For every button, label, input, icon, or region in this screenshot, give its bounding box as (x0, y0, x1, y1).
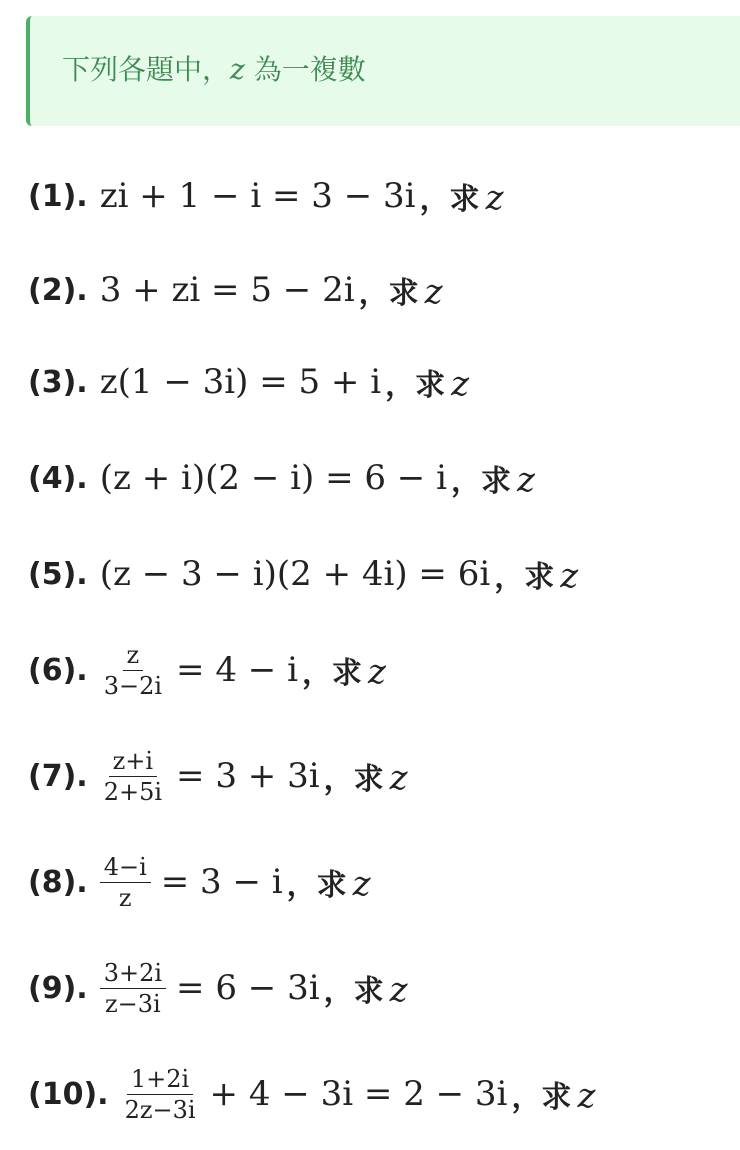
problem-3 (28, 352, 469, 412)
problem-6 (28, 640, 386, 700)
equation-text: (z + i)(2 − i) = 6 − i (99, 458, 447, 498)
ask-label: ，求 (323, 762, 384, 797)
problem-label: (10). (28, 1076, 109, 1112)
problem-label: (8). (28, 864, 88, 900)
problem-label: (6). (28, 652, 88, 688)
ask-text (451, 456, 535, 500)
equation-rest: = 6 − 3i (176, 968, 320, 1008)
problem-equation (100, 458, 447, 498)
ask-text (324, 754, 408, 798)
notice-variable: z (230, 53, 245, 86)
ask-text (302, 648, 386, 692)
fraction-numerator: z+i (109, 749, 157, 777)
ask-label: ，求 (323, 974, 384, 1009)
problem-4 (28, 448, 535, 508)
fraction-numerator: z (123, 643, 144, 671)
ask-variable: z (451, 364, 470, 404)
ask-text (385, 360, 469, 404)
equation-rest: + 4 − 3i = 2 − 3i (209, 1074, 508, 1114)
problem-equation (100, 746, 320, 806)
problem-equation (100, 554, 491, 594)
problem-equation (100, 852, 283, 912)
ask-variable: z (485, 178, 504, 218)
equation-text: z(1 − 3i) = 5 + i (99, 362, 382, 402)
ask-label: ，求 (358, 276, 419, 311)
fraction (121, 1064, 200, 1124)
problem-equation (121, 1064, 508, 1124)
notice-text-tail: 為一複數 (253, 53, 366, 86)
ask-label: ，求 (385, 368, 446, 403)
fraction-numerator: 1+2i (127, 1067, 193, 1095)
fraction-denominator: 3−2i (103, 671, 163, 700)
equation-text: (z − 3 − i)(2 + 4i) = 6i (99, 554, 491, 594)
equation-rest: = 4 − i (176, 650, 298, 690)
problem-equation (100, 176, 416, 216)
ask-text (324, 966, 408, 1010)
problem-label: (7). (28, 758, 88, 794)
notice-text (62, 48, 366, 88)
problem-label: (3). (28, 364, 88, 400)
ask-label: ，求 (419, 182, 480, 217)
ask-label: ，求 (511, 1080, 572, 1115)
problem-equation (100, 958, 320, 1018)
equation-rest: = 3 + 3i (176, 756, 320, 796)
equation-text: zi + 1 − i = 3 − 3i (99, 176, 416, 216)
ask-variable: z (389, 758, 408, 798)
fraction (100, 640, 166, 700)
fraction (100, 746, 166, 806)
ask-label: ，求 (450, 464, 511, 499)
ask-variable: z (367, 652, 386, 692)
problem-5 (28, 544, 578, 604)
ask-variable: z (577, 1076, 596, 1116)
problem-7 (28, 746, 408, 806)
ask-label: ，求 (286, 868, 347, 903)
problem-label: (2). (28, 272, 88, 308)
equation-rest: = 3 − i (160, 862, 283, 902)
problem-1 (28, 166, 503, 226)
ask-text (494, 552, 578, 596)
problem-label: (5). (28, 556, 88, 592)
ask-text (420, 174, 504, 218)
fraction (100, 852, 151, 912)
problem-8 (28, 852, 371, 912)
problem-equation (100, 270, 355, 310)
problem-2 (28, 260, 443, 320)
ask-variable: z (560, 556, 579, 596)
problem-label: (4). (28, 460, 88, 496)
notice-text-lead: 下列各題中， (62, 53, 231, 86)
problem-equation (100, 362, 381, 402)
fraction-numerator: 4−i (100, 855, 151, 883)
problem-10 (28, 1064, 595, 1124)
problem-label: (1). (28, 178, 88, 214)
ask-text (511, 1072, 595, 1116)
problem-equation (100, 640, 298, 700)
ask-variable: z (352, 864, 371, 904)
ask-text (287, 860, 371, 904)
ask-text (359, 268, 443, 312)
ask-variable: z (516, 460, 535, 500)
fraction (100, 958, 166, 1018)
ask-variable: z (424, 272, 443, 312)
fraction-denominator: z (118, 883, 132, 912)
fraction-denominator: 2z−3i (124, 1095, 196, 1124)
ask-variable: z (389, 970, 408, 1010)
ask-label: ，求 (494, 560, 555, 595)
ask-label: ，求 (301, 656, 362, 691)
equation-text: 3 + zi = 5 − 2i (99, 270, 355, 310)
problem-label: (9). (28, 970, 88, 1006)
fraction-denominator: 2+5i (103, 777, 163, 806)
fraction-numerator: 3+2i (100, 961, 166, 989)
problem-9 (28, 958, 408, 1018)
fraction-denominator: z−3i (105, 989, 161, 1018)
notice-box (26, 16, 740, 126)
